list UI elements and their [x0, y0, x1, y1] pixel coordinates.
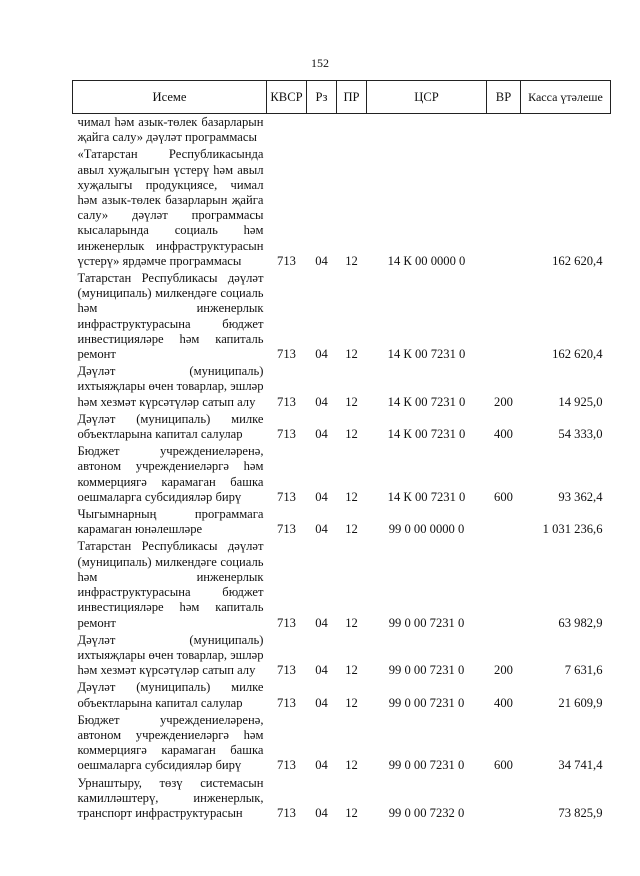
table-row [73, 507, 611, 539]
row-csr: 99 0 00 7231 0 [388, 695, 465, 710]
row-pr: 12 [345, 489, 358, 504]
row-kvsr: 713 [277, 253, 296, 268]
row-kvsr: 713 [277, 427, 296, 442]
header-csr: ЦСР [367, 81, 487, 114]
row-pr [337, 114, 367, 148]
row-vr [487, 114, 521, 148]
table-row [73, 539, 611, 632]
header-name: Исеме [73, 81, 267, 114]
row-name: Дәүләт (муниципаль) милке объектларына капитал салулар [77, 680, 264, 710]
row-kvsr: 713 [277, 615, 296, 630]
header-rz: Рз [307, 81, 337, 114]
row-kvsr: 713 [277, 489, 296, 504]
row-name: Урнаштыру, төзү системасын камилләштерү, инженерлык, транспорт инфраструктурасын [77, 775, 264, 820]
header-kassa: Касса үтәлеше [521, 81, 611, 114]
row-name: Дәүләт (муниципаль) ихтыяҗлары өчен товарлар, эшләр һәм хезмәт күрсәтүләр сатып алу [77, 364, 264, 409]
row-kvsr: 713 [277, 347, 296, 362]
row-csr: 99 0 00 7231 0 [388, 615, 465, 630]
row-amount: 54 333,0 [558, 427, 603, 442]
row-rz [307, 114, 337, 148]
row-vr: 600 [494, 489, 513, 504]
row-rz: 04 [315, 394, 328, 409]
row-rz: 04 [315, 522, 328, 537]
row-vr: 400 [494, 427, 513, 442]
row-amount: 162 620,4 [552, 347, 603, 362]
row-amount: 7 631,6 [564, 663, 603, 678]
row-csr: 99 0 00 7231 0 [388, 663, 465, 678]
row-vr: 600 [494, 758, 513, 773]
row-pr: 12 [345, 695, 358, 710]
row-csr: 14 К 00 7231 0 [387, 394, 466, 409]
row-vr: 200 [494, 663, 513, 678]
header-vr: ВР [487, 81, 521, 114]
row-pr: 12 [345, 663, 358, 678]
budget-table [72, 80, 611, 823]
row-name: Бюджет учреждениеләренә, автоном учреждениеләргә һәм коммерциягә карамаган башка оешмаларга субсидияләр бирү [77, 444, 264, 504]
row-amount: 21 609,9 [558, 695, 603, 710]
table-row [73, 271, 611, 364]
header-kvsr: КВСР [267, 81, 307, 114]
row-rz: 04 [315, 805, 328, 820]
row-amount: 63 982,9 [558, 615, 603, 630]
row-kvsr [267, 114, 307, 148]
row-kvsr: 713 [277, 394, 296, 409]
row-name: чимал һәм азык-төлек базарларын җайга салу» дәүләт программасы [77, 115, 264, 145]
row-csr: 99 0 00 7232 0 [388, 805, 465, 820]
table-row [73, 364, 611, 412]
table-header [73, 81, 611, 114]
row-name: Чыгымнарның программага карамаган юнәлешләре [77, 507, 264, 537]
row-name: Татарстан Республикасы дәүләт (муниципаль) милкендәге социаль һәм инженерлык инфраструктурасына бюджет инвестицияләре һәм капиталь ремонт [77, 271, 264, 362]
row-rz: 04 [315, 253, 328, 268]
row-kvsr: 713 [277, 805, 296, 820]
row-name: Дәүләт (муниципаль) ихтыяҗлары өчен товарлар, эшләр һәм хезмәт күрсәтүләр сатып алу [77, 632, 264, 678]
row-name: «Татарстан Республикасында авыл хуҗалыгын үстерү һәм авыл хуҗалыгы продукциясе, чимал һәм азык-төлек базарларын җайга салу» дәүләт программасы кысаларында социаль һәм инженерлык инфраструктурасын үстерү» ярдәмче программасы [77, 147, 264, 268]
row-vr [487, 271, 521, 364]
row-rz: 04 [315, 427, 328, 442]
row-amount: 73 825,9 [558, 805, 603, 820]
table-row [73, 412, 611, 444]
row-pr: 12 [345, 347, 358, 362]
row-pr: 12 [345, 805, 358, 820]
row-kvsr: 713 [277, 522, 296, 537]
row-kvsr: 713 [277, 695, 296, 710]
row-kvsr: 713 [277, 663, 296, 678]
row-pr: 12 [345, 522, 358, 537]
table-row [73, 114, 611, 148]
header-pr: ПР [337, 81, 367, 114]
row-vr: 200 [494, 394, 513, 409]
row-csr: 14 К 00 0000 0 [387, 253, 466, 268]
row-name: Татарстан Республикасы дәүләт (муниципаль) милкендәге социаль һәм инженерлык инфраструктурасына бюджет инвестицияләре һәм капиталь ремонт [77, 539, 264, 630]
row-pr: 12 [345, 615, 358, 630]
row-amount [521, 114, 611, 148]
row-kvsr: 713 [277, 758, 296, 773]
row-rz: 04 [315, 615, 328, 630]
row-amount: 93 362,4 [558, 489, 603, 504]
row-vr [487, 147, 521, 271]
row-amount: 162 620,4 [552, 253, 603, 268]
row-vr [487, 539, 521, 632]
row-rz: 04 [315, 347, 328, 362]
table-body [73, 114, 611, 824]
table-row [73, 680, 611, 712]
row-amount: 14 925,0 [558, 394, 603, 409]
row-rz: 04 [315, 489, 328, 504]
table-row [73, 633, 611, 681]
row-amount: 34 741,4 [558, 758, 603, 773]
row-rz: 04 [315, 695, 328, 710]
row-rz: 04 [315, 663, 328, 678]
row-amount: 1 031 236,6 [542, 522, 603, 537]
row-pr: 12 [345, 394, 358, 409]
table-row [73, 776, 611, 824]
row-csr: 14 К 00 7231 0 [387, 489, 466, 504]
row-rz: 04 [315, 758, 328, 773]
row-pr: 12 [345, 427, 358, 442]
row-csr: 14 К 00 7231 0 [387, 427, 466, 442]
page-number: 152 [311, 56, 329, 70]
table-row [73, 713, 611, 776]
table-row [73, 147, 611, 271]
row-vr [487, 507, 521, 539]
row-name: Бюджет учреждениеләренә, автоном учреждениеләргә һәм коммерциягә карамаган башка оешмаларга субсидияләр бирү [77, 712, 264, 773]
table-row [73, 444, 611, 507]
row-csr: 14 К 00 7231 0 [387, 347, 466, 362]
row-vr: 400 [494, 695, 513, 710]
row-pr: 12 [345, 253, 358, 268]
row-vr [487, 776, 521, 824]
row-csr: 99 0 00 0000 0 [388, 522, 465, 537]
row-pr: 12 [345, 758, 358, 773]
row-name: Дәүләт (муниципаль) милке объектларына капитал салулар [77, 411, 264, 442]
row-csr [367, 114, 487, 148]
row-csr: 99 0 00 7231 0 [388, 758, 465, 773]
